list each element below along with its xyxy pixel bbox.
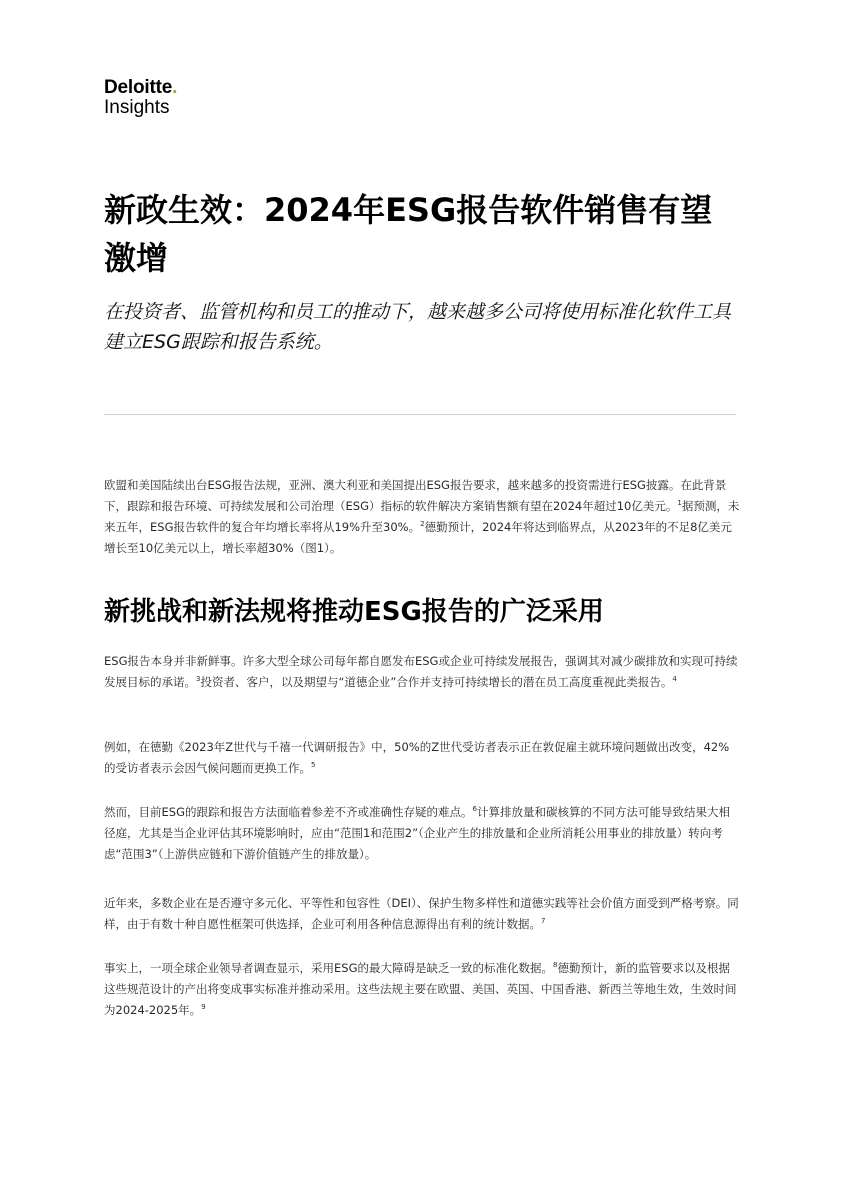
- paragraph-text: 事实上，一项全球企业领导者调查显示，采用ESG的最大障碍是缺乏一致的标准化数据。: [104, 961, 553, 975]
- article-title: 新政生效：2024年ESG报告软件销售有望激增: [104, 191, 713, 277]
- footnote-ref[interactable]: 2: [420, 520, 425, 529]
- intro-paragraph: [104, 475, 740, 559]
- article-subtitle: 在投资者、监管机构和员工的推动下，越来越多公司将使用标准化软件工具建立ESG跟踪和报告系统。: [104, 301, 732, 353]
- footnote-ref[interactable]: 5: [311, 761, 316, 770]
- body-paragraph-2: [104, 737, 740, 779]
- body-paragraph-5: [104, 958, 740, 1021]
- footnote-ref[interactable]: 3: [196, 675, 201, 684]
- intro-text: 德勤预计，2024年将达到临界点，从2023年的不足8亿美元增长至10亿美元以上，增长率超30%（图1）。: [104, 520, 732, 555]
- paragraph-text: 德勤预计，新的监管要求以及根据这些规范设计的产出将变成事实标准并推动采用。这些法规主要在欧盟、美国、英国、中国香港、新西兰等地生效，生效时间为2024-2025年。: [104, 961, 737, 1017]
- paragraph-text: 然而，目前ESG的跟踪和报告方法面临着参差不齐或准确性存疑的难点。: [104, 805, 473, 819]
- paragraph-text: 近年来，多数企业在是否遵守多元化、平等性和包容性（DEI）、保护生物多样性和道德实践等社会价值方面受到严格考察。同样，由于有数十种自愿性框架可供选择，企业可利用各种信息源得出有利的统计数据。: [104, 896, 739, 931]
- divider: [104, 414, 736, 415]
- paragraph-text: ESG报告本身并非新鲜事。许多大型全球公司每年都自愿发布ESG或企业可持续发展报告，强调其对减少碳排放和实现可持续发展目标的承诺。: [104, 654, 738, 689]
- logo-dot: .: [172, 77, 178, 98]
- paragraph-text: 计算排放量和碳核算的不同方法可能导致结果大相径庭，尤其是当企业评估其环境影响时，应由“范围1和范围2”（企业产生的排放量和企业所消耗公用事业的排放量）转向考虑“范围3”（上游供应链和下游价值链产生的排放量）。: [104, 805, 730, 861]
- deloitte-insights-logo: [104, 78, 244, 118]
- body-paragraph-3: [104, 802, 740, 865]
- footnote-ref[interactable]: 9: [201, 1003, 206, 1012]
- footnote-ref[interactable]: 8: [552, 961, 558, 970]
- footnote-ref[interactable]: 4: [672, 675, 677, 684]
- footnote-ref[interactable]: 6: [472, 805, 477, 814]
- body-paragraph-1: [104, 651, 740, 693]
- footnote-ref[interactable]: 7: [541, 917, 546, 926]
- intro-text: 据预测，未来五年，ESG报告软件的复合年均增长率将从19%升至30%。: [104, 499, 740, 534]
- logo-brand: [104, 78, 244, 98]
- intro-text: 欧盟和美国陆续出台ESG报告法规，亚洲、澳大利亚和美国提出ESG报告要求，越来越多的投资需进行ESG披露。在此背景下，跟踪和报告环境、可持续发展和公司治理（ESG）指标的软件解决方案销售额有望在2024年超过10亿美元。: [104, 478, 727, 513]
- logo-brand-text: Deloitte: [104, 77, 173, 98]
- section-heading: 新挑战和新法规将推动ESG报告的广泛采用: [104, 597, 604, 627]
- body-paragraph-4: [104, 893, 740, 935]
- paragraph-text: 例如，在德勤《2023年Z世代与千禧一代调研报告》中，50%的Z世代受访者表示正在敦促雇主就环境问题做出改变，42%的受访者表示会因气候问题而更换工作。: [104, 740, 730, 775]
- footnote-ref[interactable]: 1: [677, 499, 682, 508]
- logo-subtitle: Insights: [104, 97, 170, 118]
- paragraph-text: 投资者、客户，以及期望与“道德企业”合作并支持可持续增长的潜在员工高度重视此类报告。: [200, 675, 673, 689]
